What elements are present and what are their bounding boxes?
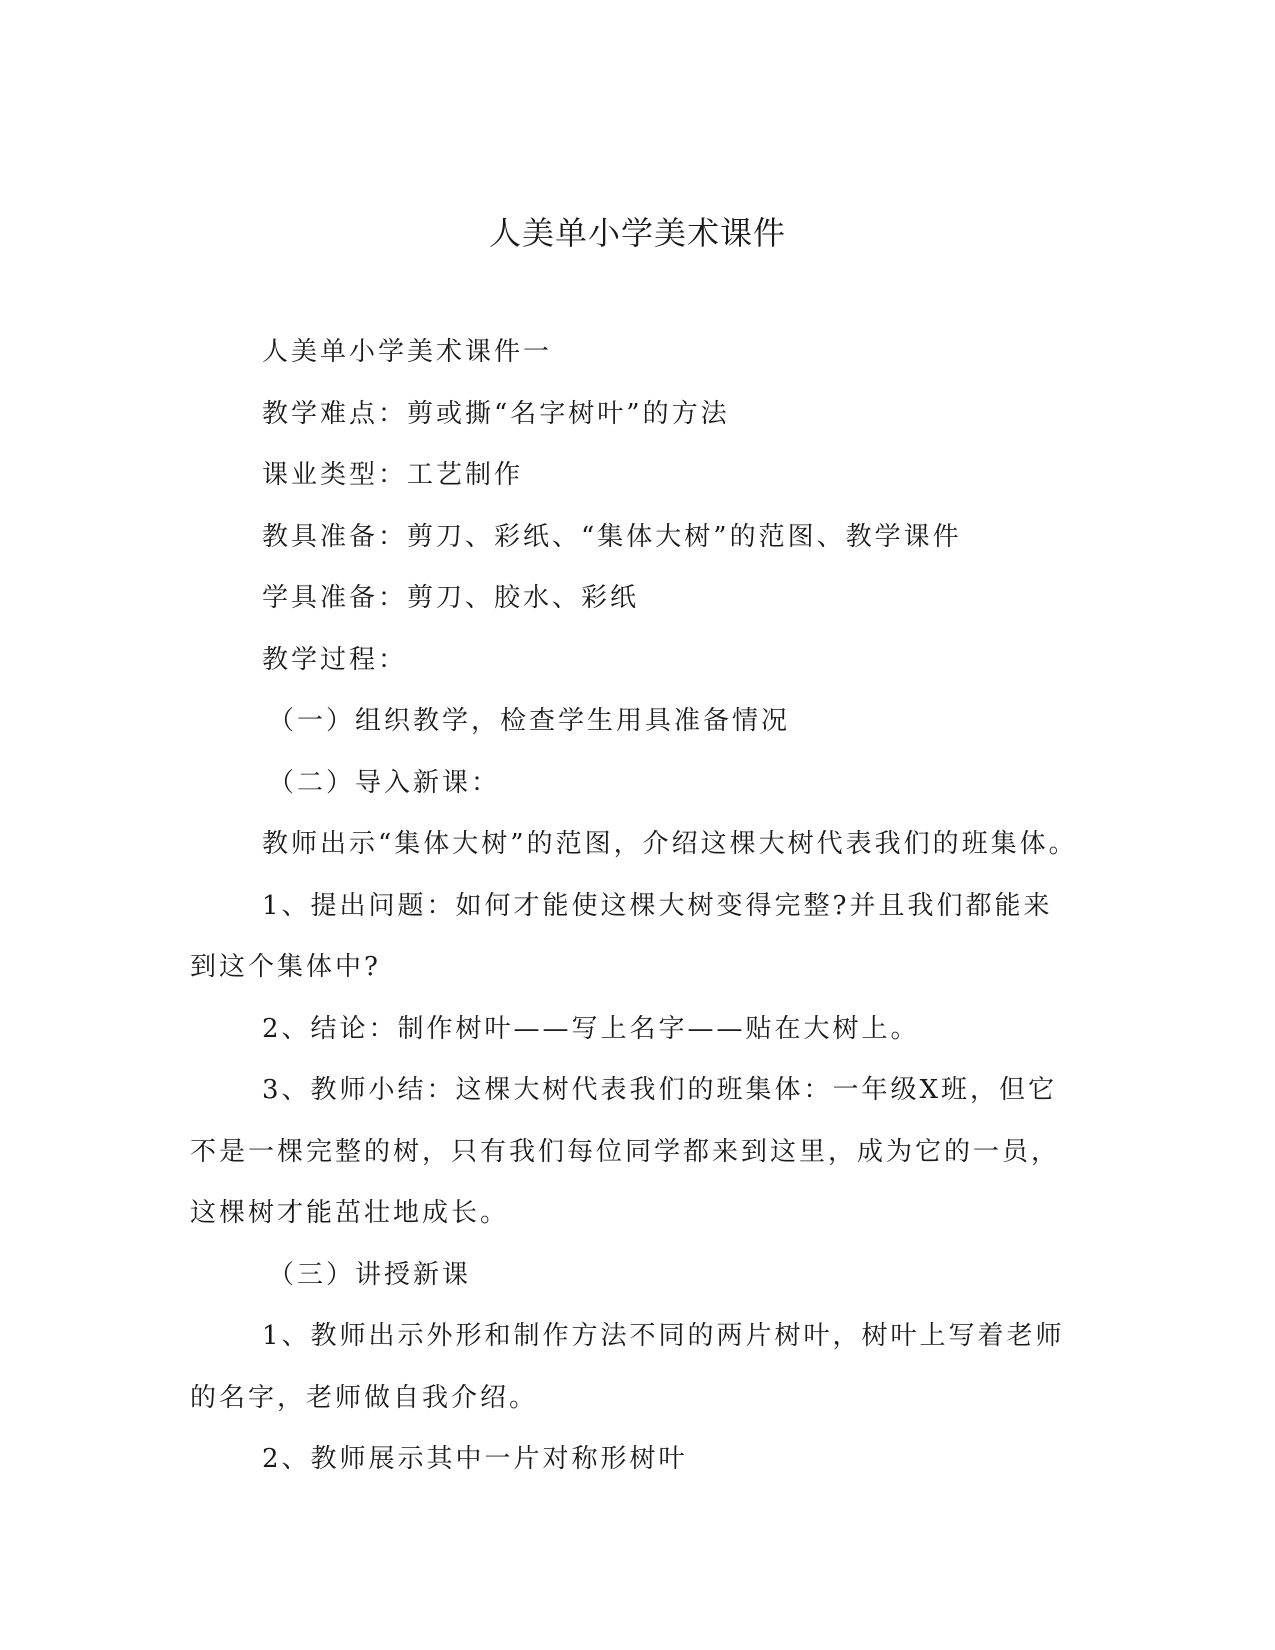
paragraph-section-one: （一）组织教学，检查学生用具准备情况 <box>268 706 791 736</box>
paragraph-section-three: （三）讲授新课 <box>268 1259 472 1290</box>
paragraph-question: 1、提出问题：如何才能使这棵大树变得完整?并且我们都能来到这个集体中? <box>190 890 1053 982</box>
paragraph-teacher-tools: 教具准备：剪刀、彩纸、“集体大树”的范图、教学课件 <box>262 521 962 552</box>
paragraph-conclusion: 2、结论：制作树叶——写上名字——贴在大树上。 <box>262 1013 920 1044</box>
document-title: 人美单小学美术课件 <box>488 214 786 252</box>
paragraph-show-leaves: 1、教师出示外形和制作方法不同的两片树叶，树叶上写着老师的名字，老师做自我介绍。 <box>190 1321 1065 1413</box>
paragraph-lesson-type: 课业类型：工艺制作 <box>262 460 524 490</box>
paragraph-section-two: （二）导入新课： <box>268 767 501 798</box>
paragraph-summary: 3、教师小结：这棵大树代表我们的班集体：一年级X班，但它不是一棵完整的树，只有我们每位同学都来到这里，成为它的一员，这棵树才能茁壮地成长。 <box>190 1075 1061 1228</box>
paragraph-process-heading: 教学过程： <box>262 644 408 675</box>
document-body <box>190 322 1080 1491</box>
paragraph-teaching-difficulty: 教学难点：剪或撕“名字树叶”的方法 <box>262 398 730 429</box>
paragraph-subtitle: 人美单小学美术课件一 <box>262 337 553 367</box>
paragraph-show-tree: 教师出示“集体大树”的范图，介绍这棵大树代表我们的班集体。 <box>262 829 1078 859</box>
paragraph-student-tools: 学具准备：剪刀、胶水、彩纸 <box>262 583 640 613</box>
paragraph-symmetric-leaf: 2、教师展示其中一片对称形树叶 <box>262 1444 688 1474</box>
